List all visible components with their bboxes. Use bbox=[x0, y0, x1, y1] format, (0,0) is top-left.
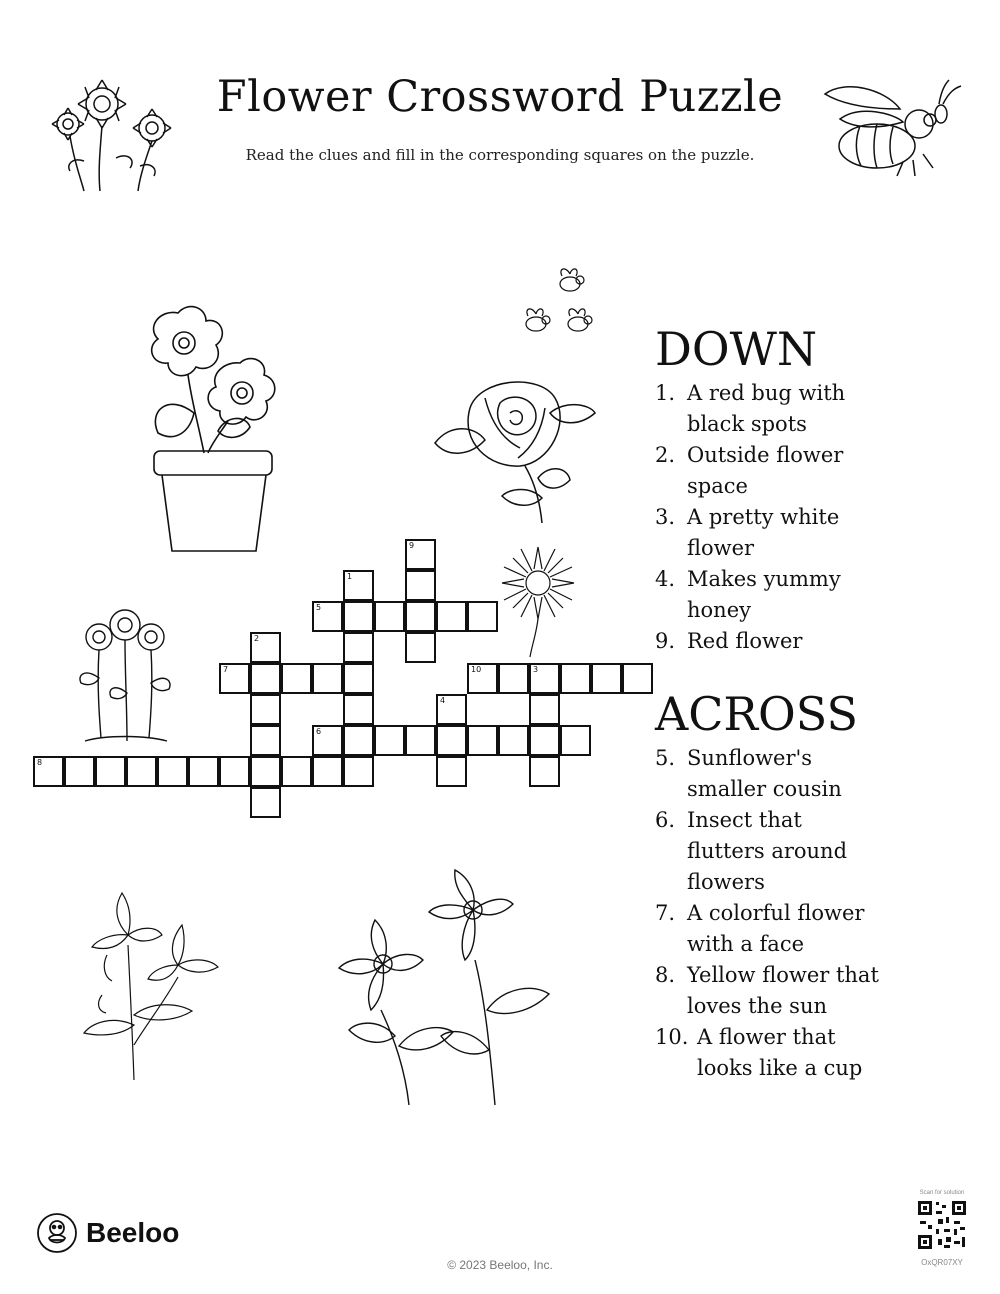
clue-text: A colorful flower with a face bbox=[687, 901, 865, 956]
crossword-cell[interactable] bbox=[467, 663, 498, 694]
crossword-cell[interactable] bbox=[343, 756, 374, 787]
copyright: © 2023 Beeloo, Inc. bbox=[447, 1258, 553, 1272]
crossword-cell[interactable] bbox=[343, 725, 374, 756]
solution-qr[interactable] bbox=[912, 1190, 972, 1267]
crossword-cell[interactable] bbox=[312, 601, 343, 632]
crossword-cell[interactable] bbox=[312, 663, 343, 694]
crossword-cell[interactable] bbox=[529, 756, 560, 787]
cell-clue-number: 10 bbox=[471, 665, 482, 674]
crossword-cell[interactable] bbox=[64, 756, 95, 787]
cell-clue-number: 7 bbox=[223, 665, 229, 674]
crossword-cell[interactable] bbox=[436, 601, 467, 632]
cell-clue-number: 8 bbox=[37, 758, 43, 767]
clue-number: 5. bbox=[655, 746, 676, 770]
brand-name: Beeloo bbox=[86, 1217, 180, 1248]
clue-number: 9. bbox=[655, 629, 676, 653]
clue-number: 8. bbox=[655, 963, 676, 987]
clue-text: Red flower bbox=[687, 629, 803, 653]
across-heading: ACROSS bbox=[655, 687, 858, 741]
crossword-cell[interactable] bbox=[622, 663, 653, 694]
crossword-cell[interactable] bbox=[250, 787, 281, 818]
across-clue-5 bbox=[655, 743, 985, 805]
clue-number: 6. bbox=[655, 808, 676, 832]
crossword-cell[interactable] bbox=[250, 632, 281, 663]
cell-clue-number: 6 bbox=[316, 727, 322, 736]
clue-text: A pretty white flower bbox=[687, 505, 840, 560]
crossword-cell[interactable] bbox=[95, 756, 126, 787]
clue-number: 10. bbox=[655, 1025, 689, 1049]
cell-clue-number: 3 bbox=[533, 665, 539, 674]
down-clue-1 bbox=[655, 378, 985, 440]
across-clue-10 bbox=[655, 1022, 985, 1084]
qr-code-id: OxQR07XY bbox=[921, 1258, 963, 1267]
down-clue-9 bbox=[655, 626, 985, 657]
crossword-cell[interactable] bbox=[405, 539, 436, 570]
clue-text: Outside flower space bbox=[687, 443, 844, 498]
page-title: Flower Crossword Puzzle bbox=[216, 72, 784, 122]
crossword-cell[interactable] bbox=[560, 663, 591, 694]
cell-clue-number: 5 bbox=[316, 603, 322, 612]
crossword-cell[interactable] bbox=[250, 756, 281, 787]
clue-number: 4. bbox=[655, 567, 676, 591]
crossword-cell[interactable] bbox=[405, 601, 436, 632]
crossword-cell[interactable] bbox=[343, 570, 374, 601]
crossword-cell[interactable] bbox=[374, 725, 405, 756]
cell-clue-number: 1 bbox=[347, 572, 353, 581]
down-heading: DOWN bbox=[655, 322, 818, 376]
crossword-cell[interactable] bbox=[188, 756, 219, 787]
across-clues-list bbox=[655, 743, 985, 1084]
crossword-cell[interactable] bbox=[591, 663, 622, 694]
cell-clue-number: 4 bbox=[440, 696, 446, 705]
crossword-cell[interactable] bbox=[312, 725, 343, 756]
down-clue-3 bbox=[655, 502, 985, 564]
clue-number: 2. bbox=[655, 443, 676, 467]
crossword-cell[interactable] bbox=[33, 756, 64, 787]
crossword-cell[interactable] bbox=[467, 601, 498, 632]
crossword-cell[interactable] bbox=[312, 756, 343, 787]
crossword-cell[interactable] bbox=[467, 725, 498, 756]
crossword-cell[interactable] bbox=[529, 694, 560, 725]
crossword-cell[interactable] bbox=[281, 756, 312, 787]
clue-text: Makes yummy honey bbox=[687, 567, 841, 622]
crossword-cell[interactable] bbox=[436, 694, 467, 725]
crossword-cell[interactable] bbox=[405, 632, 436, 663]
beeloo-logo bbox=[36, 1212, 179, 1254]
clue-text: Sunflower's smaller cousin bbox=[687, 746, 842, 801]
across-clue-8 bbox=[655, 960, 985, 1022]
down-clue-2 bbox=[655, 440, 985, 502]
crossword-cell[interactable] bbox=[219, 663, 250, 694]
clue-text: Yellow flower that loves the sun bbox=[687, 963, 879, 1018]
cell-clue-number: 2 bbox=[254, 634, 260, 643]
across-clue-6 bbox=[655, 805, 985, 898]
crossword-cell[interactable] bbox=[343, 632, 374, 663]
crossword-cell[interactable] bbox=[250, 725, 281, 756]
clue-number: 3. bbox=[655, 505, 676, 529]
crossword-cell[interactable] bbox=[405, 570, 436, 601]
crossword-cell[interactable] bbox=[405, 725, 436, 756]
qr-code-icon bbox=[916, 1199, 968, 1251]
crossword-cell[interactable] bbox=[529, 725, 560, 756]
clue-text: A red bug with black spots bbox=[687, 381, 846, 436]
crossword-cell[interactable] bbox=[219, 756, 250, 787]
across-clue-7 bbox=[655, 898, 985, 960]
crossword-cell[interactable] bbox=[343, 601, 374, 632]
crossword-cell[interactable] bbox=[126, 756, 157, 787]
down-clues-list bbox=[655, 378, 985, 657]
crossword-cell[interactable] bbox=[250, 694, 281, 725]
crossword-cell[interactable] bbox=[250, 663, 281, 694]
bee-logo-icon bbox=[36, 1212, 78, 1254]
crossword-cell[interactable] bbox=[498, 663, 529, 694]
clue-text: Insect that flutters around flowers bbox=[687, 808, 848, 894]
clue-number: 1. bbox=[655, 381, 676, 405]
crossword-cell[interactable] bbox=[281, 663, 312, 694]
cell-clue-number: 9 bbox=[409, 541, 415, 550]
crossword-cell[interactable] bbox=[529, 663, 560, 694]
instructions: Read the clues and fill in the corresponding squares on the puzzle. bbox=[245, 146, 755, 164]
crossword-cell[interactable] bbox=[436, 725, 467, 756]
crossword-cell[interactable] bbox=[560, 725, 591, 756]
crossword-cell[interactable] bbox=[343, 663, 374, 694]
qr-caption: Scan for solution bbox=[919, 1190, 965, 1196]
crossword-cell[interactable] bbox=[436, 756, 467, 787]
clues-panel bbox=[655, 320, 985, 1084]
crossword-cell[interactable] bbox=[374, 601, 405, 632]
crossword-cell[interactable] bbox=[498, 725, 529, 756]
clue-number: 7. bbox=[655, 901, 676, 925]
clue-text: A flower that looks like a cup bbox=[697, 1025, 863, 1080]
crossword-cell[interactable] bbox=[157, 756, 188, 787]
crossword-cell[interactable] bbox=[343, 694, 374, 725]
down-clue-4 bbox=[655, 564, 985, 626]
